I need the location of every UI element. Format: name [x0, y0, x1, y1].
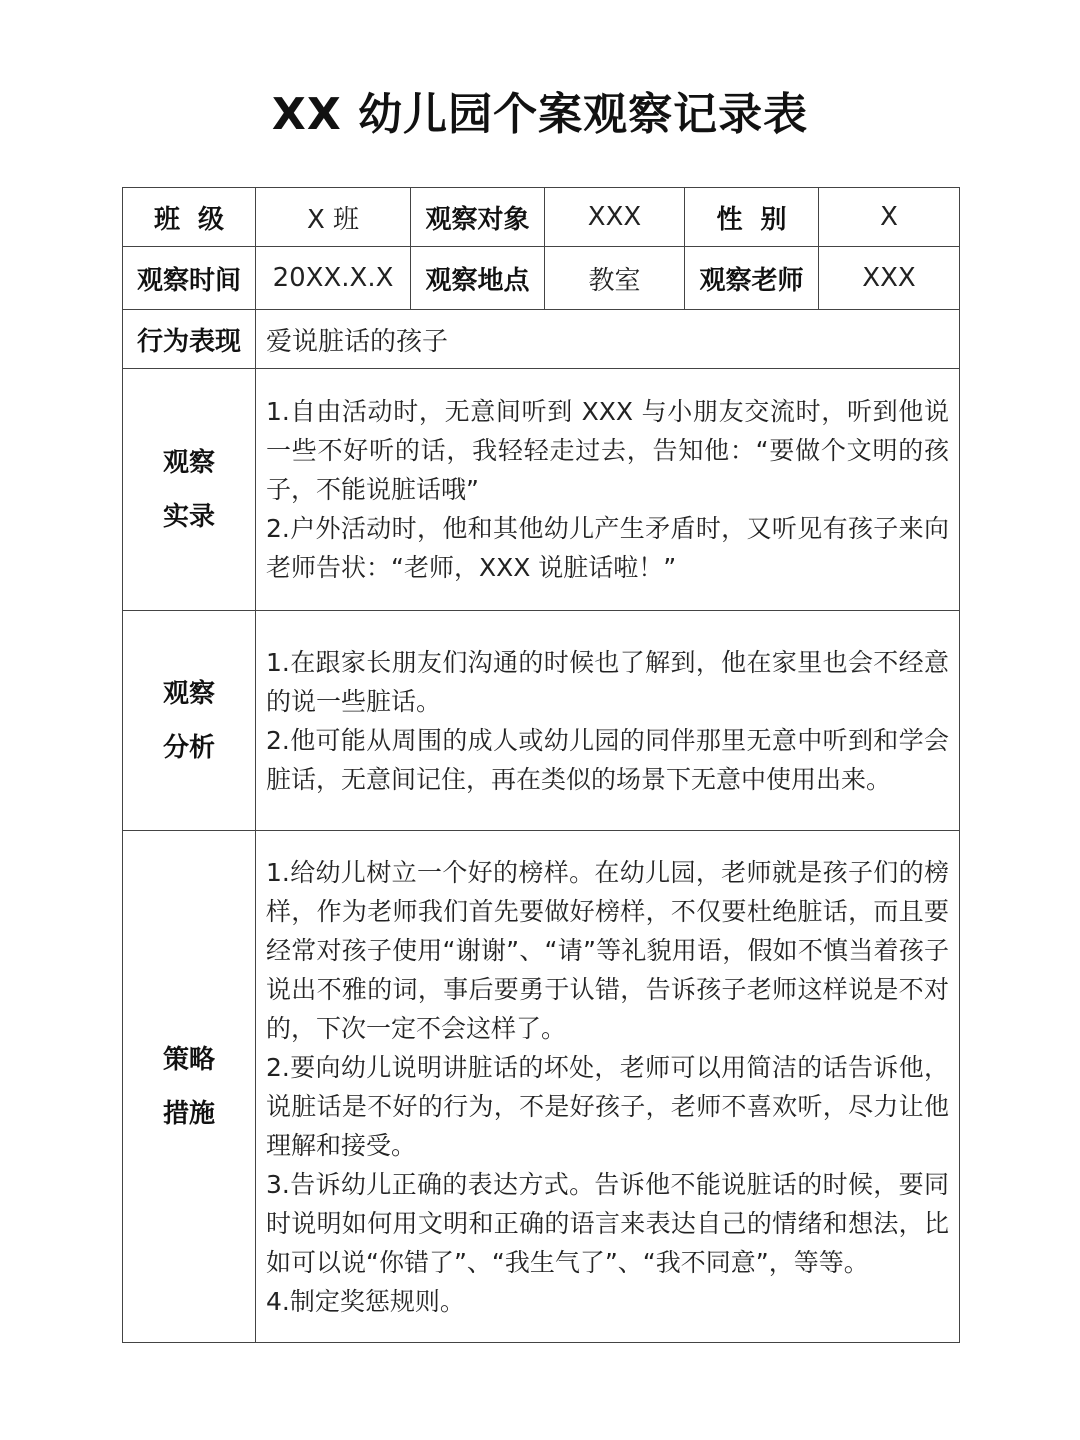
analysis-label-line1: 观察 — [162, 678, 215, 709]
analysis-paragraph-2: 2.他可能从周围的成人或幼儿园的同伴那里无意中听到和学会脏话，无意间记住，再在类似的场景下无意中使用出来。 — [266, 725, 949, 794]
teacher-value: XXX — [819, 247, 960, 310]
measures-label — [123, 831, 256, 1343]
class-label: 班 级 — [123, 188, 256, 247]
analysis-label — [123, 611, 256, 831]
subject-label: 观察对象 — [411, 188, 545, 247]
measures-paragraph-2: 2.要向幼儿说明讲脏话的坏处，老师可以用简洁的话告诉他，说脏话是不好的行为，不是好孩子，老师不喜欢听，尽力让他理解和接受。 — [266, 1052, 949, 1160]
analysis-row — [123, 611, 960, 831]
measures-paragraph-3: 3.告诉幼儿正确的表达方式。告诉他不能说脏话的时候，要同时说明如何用文明和正确的语言来表达自己的情绪和想法，比如可以说“你错了”、“我生气了”、“我不同意”，等等。 — [266, 1169, 949, 1277]
measures-paragraph-1: 1.给幼儿树立一个好的榜样。在幼儿园，老师就是孩子们的榜样，作为老师我们首先要做好榜样，不仅要杜绝脏话，而且要经常对孩子使用“谢谢”、“请”等礼貌用语，假如不慎当着孩子说出不雅的词，事后要勇于认错，告诉孩子老师这样说是不对的，下次一定不会这样了。 — [266, 857, 949, 1043]
record-paragraph-1: 1.自由活动时，无意间听到 XXX 与小朋友交流时，听到他说一些不好听的话，我轻轻走过去，告知他：“要做个文明的孩子，不能说脏话哦” — [266, 397, 949, 504]
time-value: 20XX.X.X — [256, 247, 411, 310]
record-label-line1: 观察 — [162, 447, 215, 478]
measures-label-line1: 策略 — [162, 1044, 215, 1075]
page-title: XX 幼儿园个案观察记录表 — [271, 89, 809, 140]
info-row-1 — [123, 188, 960, 247]
record-paragraph-2: 2.户外活动时，他和其他幼儿产生矛盾时，又听见有孩子来向老师告状：“老师，XXX 说脏话啦！” — [266, 514, 949, 582]
measures-row — [123, 831, 960, 1343]
place-label: 观察地点 — [411, 247, 545, 310]
gender-value: X — [819, 188, 960, 247]
subject-value: XXX — [545, 188, 685, 247]
measures-paragraph-4: 4.制定奖惩规则。 — [266, 1286, 465, 1316]
place-value: 教室 — [545, 247, 685, 310]
analysis-content — [256, 611, 960, 831]
observation-record-table — [122, 187, 960, 1343]
analysis-label-line2: 分析 — [162, 732, 215, 763]
behavior-row — [123, 310, 960, 369]
record-content — [256, 369, 960, 611]
measures-content — [256, 831, 960, 1343]
analysis-paragraph-1: 1.在跟家长朋友们沟通的时候也了解到，他在家里也会不经意的说一些脏话。 — [266, 647, 949, 716]
record-label-line2: 实录 — [162, 501, 215, 532]
time-label: 观察时间 — [123, 247, 256, 310]
class-value: X 班 — [256, 188, 411, 247]
behavior-value: 爱说脏话的孩子 — [256, 310, 960, 369]
gender-label: 性 别 — [685, 188, 819, 247]
behavior-label: 行为表现 — [123, 310, 256, 369]
record-label — [123, 369, 256, 611]
info-row-2 — [123, 247, 960, 310]
measures-label-line2: 措施 — [162, 1098, 215, 1129]
record-row — [123, 369, 960, 611]
teacher-label: 观察老师 — [685, 247, 819, 310]
